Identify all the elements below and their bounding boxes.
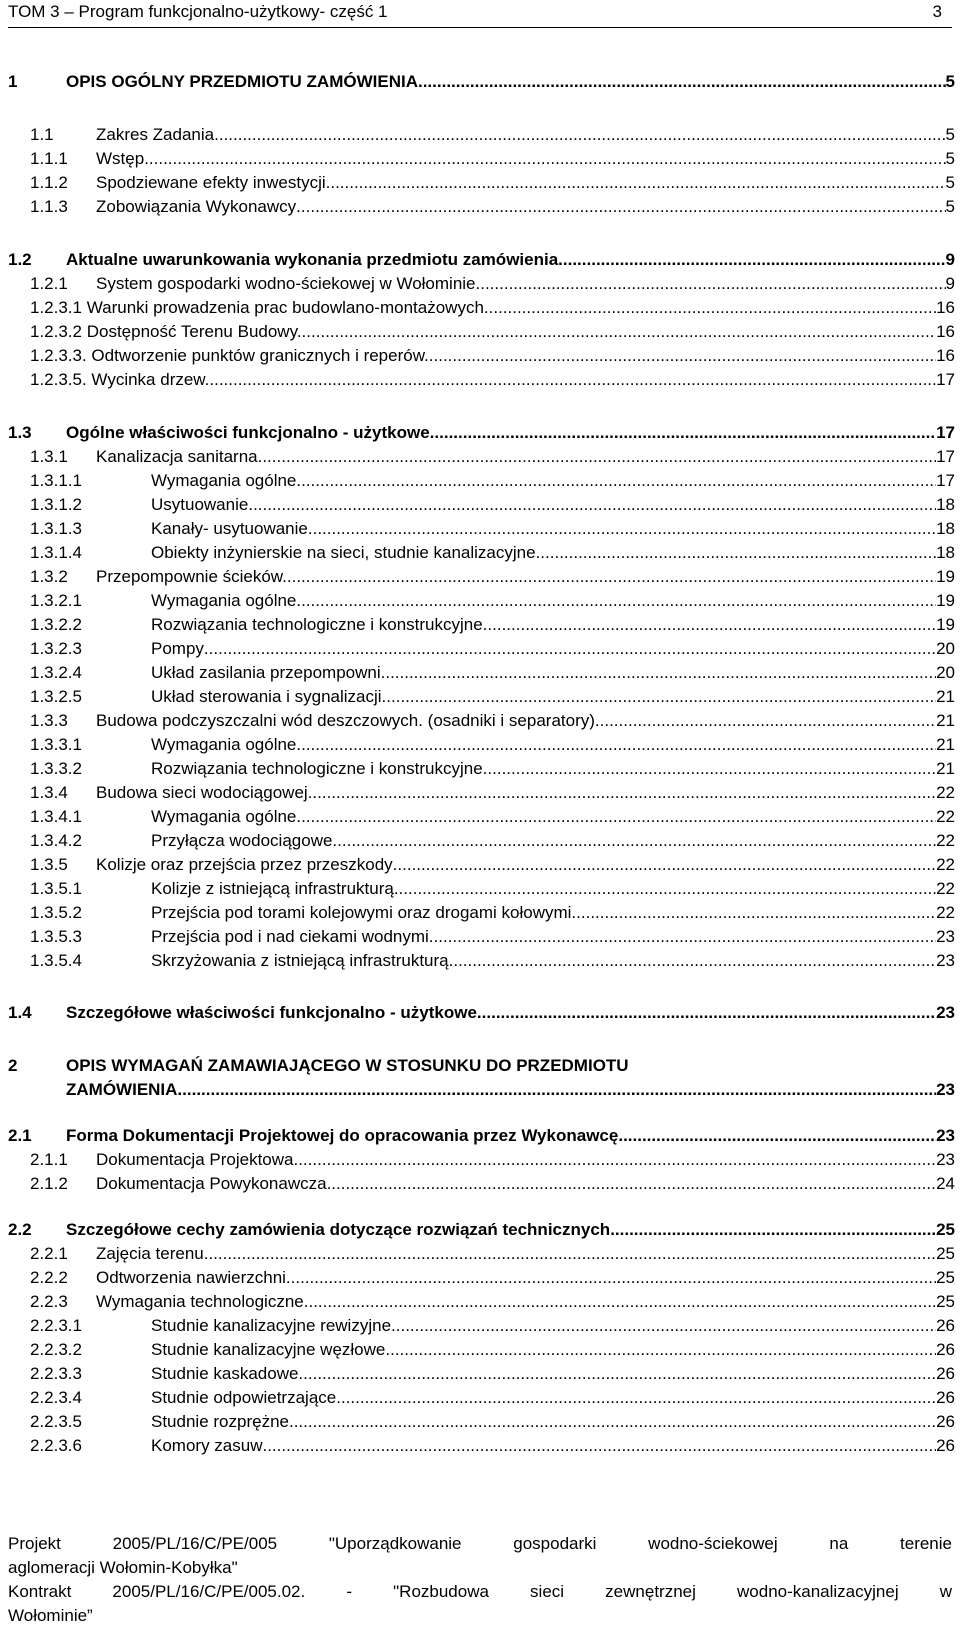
toc-entry-title: 1.2.3.5. Wycinka drzew. <box>30 370 210 389</box>
toc-entry-number: 1.4 <box>8 1003 32 1022</box>
toc-entry-title: Budowa sieci wodociągowej. <box>96 783 313 802</box>
toc-entry-title: Układ zasilania przepompowni. <box>151 663 386 682</box>
footer-line-1: Projekt 2005/PL/16/C/PE/005 "Uporządkowanie gospodarki wodno-ściekowej na terenie <box>8 1534 952 1553</box>
toc-entry-page: 26 <box>936 1316 955 1335</box>
toc-entry-title: 1.2.3.3. Odtworzenie punktów granicznych i reperów. <box>30 346 429 365</box>
toc-entry-page: 17 <box>936 471 955 490</box>
toc-entry-title: Forma Dokumentacji Projektowej do opracowania przez Wykonawcę. <box>66 1126 624 1145</box>
toc-entry[interactable] <box>8 70 955 94</box>
toc-entry[interactable] <box>8 195 955 219</box>
toc-dot-leader <box>287 565 936 589</box>
toc-dot-leader <box>487 613 936 637</box>
toc-entry-number: 1.3.2.3 <box>30 639 82 658</box>
toc-entry-title: Spodziewane efekty inwestycji. <box>96 173 331 192</box>
toc-dot-leader <box>258 445 936 469</box>
toc-dot-leader <box>301 469 936 493</box>
toc-entry-page: 26 <box>936 1436 955 1455</box>
toc-entry-number: 1.3.2.1 <box>30 591 82 610</box>
toc-entry-number: 2.2.3 <box>30 1292 68 1311</box>
toc-dot-leader <box>304 1290 936 1314</box>
toc-entry[interactable] <box>8 1362 955 1386</box>
toc-dot-leader <box>313 517 936 541</box>
toc-entry[interactable] <box>8 344 955 368</box>
toc-dot-leader <box>386 685 936 709</box>
toc-entry-title: Studnie odpowietrzające. <box>151 1388 341 1407</box>
footer-line-2: aglomeracji Wołomin-Kobyłka" <box>8 1558 238 1577</box>
toc-entry-number: 2.2.3.1 <box>30 1316 82 1335</box>
toc-entry-number: 1.3.4.1 <box>30 807 82 826</box>
toc-entry-page: 16 <box>936 322 955 341</box>
toc-entry-page: 26 <box>936 1364 955 1383</box>
toc-dot-leader <box>182 1078 936 1102</box>
toc-dot-leader <box>312 781 936 805</box>
toc-entry-title: Układ sterowania i sygnalizacji. <box>151 687 387 706</box>
toc-entry[interactable] <box>8 493 955 517</box>
toc-entry-title: Dokumentacja Powykonawcza <box>96 1174 327 1193</box>
toc-dot-leader <box>330 171 945 195</box>
toc-entry[interactable] <box>8 1338 955 1362</box>
toc-entry-title: Studnie rozprężne <box>151 1412 289 1431</box>
toc-entry-page: 26 <box>936 1388 955 1407</box>
toc-entry[interactable] <box>8 541 955 565</box>
toc-entry-title: Obiekty inżynierskie na sieci, studnie kanalizacyjne <box>151 543 536 562</box>
toc-entry[interactable] <box>8 733 955 757</box>
toc-entry[interactable] <box>8 445 955 469</box>
toc-entry[interactable] <box>8 805 955 829</box>
toc-entry-page: 23 <box>936 1080 955 1099</box>
footer-project <box>8 1532 952 1580</box>
toc-entry-title: Przepompownie ścieków. <box>96 567 287 586</box>
toc-entry-page: 18 <box>936 519 955 538</box>
toc-dot-leader <box>301 733 936 757</box>
toc-dot-leader <box>595 709 936 733</box>
toc-entry[interactable] <box>8 925 955 949</box>
toc-entry-title: Aktualne uwarunkowania wykonania przedmiotu zamówienia. <box>66 250 563 269</box>
toc-dot-leader <box>341 1386 936 1410</box>
toc-entry-title: Studnie kanalizacyjne rewizyjne. <box>151 1316 396 1335</box>
toc-entry-title: Usytuowanie. <box>151 495 254 514</box>
toc-entry-number: 1.3.1.4 <box>30 543 82 562</box>
toc-entry-number: 1.3.1.2 <box>30 495 82 514</box>
toc-entry-number: 2.2.3.5 <box>30 1412 82 1431</box>
toc-entry[interactable] <box>8 1242 955 1266</box>
toc-entry-title: OPIS WYMAGAŃ ZAMAWIAJĄCEGO W STOSUNKU DO PRZEDMIOTU <box>66 1056 629 1075</box>
toc-entry-number: 2.1 <box>8 1126 32 1145</box>
toc-dot-leader <box>393 853 936 877</box>
toc-entry-title: OPIS OGÓLNY PRZEDMIOTU ZAMÓWIENIA. <box>66 72 423 91</box>
toc-entry-page: 5 <box>945 149 955 168</box>
toc-entry[interactable] <box>8 1410 955 1434</box>
toc-entry-page: 26 <box>936 1412 955 1431</box>
toc-entry-title: 1.2.3.2 Dostępność Terenu Budowy. <box>30 322 302 341</box>
toc-entry-number: 2.1.1 <box>30 1150 68 1169</box>
toc-dot-leader <box>301 805 936 829</box>
toc-entry-number: 1.3.5.4 <box>30 951 82 970</box>
toc-entry-title: Kanały- usytuowanie. <box>151 519 313 538</box>
toc-dot-leader <box>390 1338 936 1362</box>
toc-entry-title: Przejścia pod torami kolejowymi oraz drogami kołowymi <box>151 903 572 922</box>
toc-entry-title: Przejścia pod i nad ciekami wodnymi <box>151 927 429 946</box>
toc-dot-leader <box>286 1266 936 1290</box>
toc-entry-number: 1.3.4.2 <box>30 831 82 850</box>
toc-entry-title: Wymagania ogólne. <box>151 807 302 826</box>
toc-entry-number: 1.3.1 <box>30 447 68 466</box>
toc-entry-title: Zakres Zadania. <box>96 125 219 144</box>
toc-entry-page: 22 <box>936 831 955 850</box>
toc-entry-page: 22 <box>936 855 955 874</box>
toc-entry-page: 17 <box>936 370 955 389</box>
toc-dot-leader <box>296 195 945 219</box>
toc-entry[interactable] <box>8 421 955 445</box>
toc-entry-title: Rozwiązania technologiczne i konstrukcyjne. <box>151 759 488 778</box>
toc-entry[interactable] <box>8 565 955 589</box>
toc-entry-title: Wymagania ogólne. <box>151 471 302 490</box>
toc-entry-page: 5 <box>945 197 955 216</box>
toc-entry[interactable] <box>8 661 955 685</box>
toc-entry-title: Rozwiązania technologiczne i konstrukcyjne. <box>151 615 488 634</box>
toc-entry[interactable] <box>8 320 955 344</box>
toc-entry-page: 9 <box>945 274 955 293</box>
toc-dot-leader <box>204 637 936 661</box>
toc-entry-number: 1.2.1 <box>30 274 68 293</box>
toc-entry-number: 1.3.5.3 <box>30 927 82 946</box>
toc-entry-title: Komory zasuw <box>151 1436 263 1455</box>
toc-entry-number: 1.3.3.2 <box>30 759 82 778</box>
toc-entry-number: 1.3.1.1 <box>30 471 82 490</box>
toc-dot-leader <box>623 1124 936 1148</box>
toc-entry-number: 2.2.3.3 <box>30 1364 82 1383</box>
toc-entry-page: 23 <box>936 927 955 946</box>
toc-dot-leader <box>253 493 936 517</box>
toc-entry-page: 21 <box>936 759 955 778</box>
toc-entry-number: 2 <box>8 1056 18 1075</box>
toc-entry-number: 1.3.2.5 <box>30 687 82 706</box>
toc-entry[interactable] <box>8 1386 955 1410</box>
toc-entry-page: 16 <box>936 346 955 365</box>
toc-dot-leader <box>144 147 945 171</box>
toc-entry[interactable] <box>8 469 955 493</box>
toc-entry-number: 1.3.3 <box>30 711 68 730</box>
toc-entry-number: 1.3.4 <box>30 783 68 802</box>
toc-entry-page: 19 <box>936 567 955 586</box>
toc-entry-page: 22 <box>936 903 955 922</box>
toc-entry-number: 1.1.1 <box>30 149 68 168</box>
toc-dot-leader <box>482 1001 936 1025</box>
toc-dot-leader <box>301 589 936 613</box>
toc-entry-title: ZAMÓWIENIA. <box>66 1080 183 1099</box>
toc-entry-title: Studnie kanalizacyjne węzłowe. <box>151 1340 391 1359</box>
toc-dot-leader <box>423 70 946 94</box>
toc-entry-number: 2.2.2 <box>30 1268 68 1287</box>
toc-entry[interactable] <box>8 1434 955 1458</box>
toc-dot-leader <box>302 320 937 344</box>
toc-entry-number: 1.3.2.2 <box>30 615 82 634</box>
toc-entry-page: 25 <box>936 1268 955 1287</box>
toc-dot-leader <box>209 368 936 392</box>
footer-contract <box>8 1580 952 1628</box>
toc-dot-leader <box>536 541 937 565</box>
toc-entry[interactable] <box>8 757 955 781</box>
toc-entry-title: Skrzyżowania z istniejącą infrastrukturą <box>151 951 449 970</box>
toc-entry[interactable] <box>8 877 955 901</box>
toc-entry[interactable] <box>8 1078 955 1102</box>
toc-entry[interactable] <box>8 296 955 320</box>
toc-entry-page: 23 <box>936 1003 955 1022</box>
toc-entry-title: Kanalizacja sanitarna <box>96 447 258 466</box>
toc-entry-title: Kolizje oraz przejścia przez przeszkody <box>96 855 393 874</box>
toc-entry-title: Wymagania ogólne. <box>151 591 302 610</box>
toc-dot-leader <box>337 829 936 853</box>
toc-entry[interactable] <box>8 123 955 147</box>
toc-entry[interactable] <box>8 709 955 733</box>
toc-entry-title: Zobowiązania Wykonawcy <box>96 197 297 216</box>
toc-entry-page: 19 <box>936 615 955 634</box>
toc-entry-number: 1.1.3 <box>30 197 68 216</box>
header-title: TOM 3 – Program funkcjonalno-użytkowy- część 1 <box>8 2 388 21</box>
toc-entry[interactable] <box>8 613 955 637</box>
toc-entry[interactable] <box>8 685 955 709</box>
toc-entry-page: 25 <box>936 1292 955 1311</box>
toc-entry-page: 23 <box>936 1150 955 1169</box>
toc-dot-leader <box>219 123 946 147</box>
toc-entry[interactable] <box>8 1290 955 1314</box>
toc-entry-title: Wymagania technologiczne <box>96 1292 304 1311</box>
toc-entry-page: 20 <box>936 663 955 682</box>
toc-entry-title: 1.2.3.1 Warunki prowadzenia prac budowlano-montażowych. <box>30 298 489 317</box>
toc-entry-page: 22 <box>936 879 955 898</box>
toc-entry[interactable] <box>8 1218 955 1242</box>
toc-entry-number: 1.3.2.4 <box>30 663 82 682</box>
toc-dot-leader <box>476 272 946 296</box>
toc-entry-page: 23 <box>936 1126 955 1145</box>
toc-dot-leader <box>289 1410 936 1434</box>
toc-entry[interactable] <box>8 272 955 296</box>
toc-entry-number: 2.2.1 <box>30 1244 68 1263</box>
toc-entry[interactable] <box>8 637 955 661</box>
toc-entry[interactable] <box>8 1054 955 1078</box>
toc-entry[interactable] <box>8 901 955 925</box>
toc-entry-title: Studnie kaskadowe. <box>151 1364 304 1383</box>
toc-entry-number: 2.2.3.4 <box>30 1388 82 1407</box>
toc-entry[interactable] <box>8 829 955 853</box>
toc-dot-leader <box>394 877 936 901</box>
toc-entry-page: 24 <box>936 1174 955 1193</box>
toc-entry[interactable] <box>8 589 955 613</box>
toc-entry-title: Kolizje z istniejącą infrastrukturą <box>151 879 394 898</box>
toc-entry-page: 25 <box>936 1244 955 1263</box>
toc-entry-page: 21 <box>936 735 955 754</box>
toc-entry-page: 5 <box>945 125 955 144</box>
toc-dot-leader <box>303 1362 936 1386</box>
toc-entry-number: 1.3.2 <box>30 567 68 586</box>
toc-entry-page: 20 <box>936 639 955 658</box>
toc-entry[interactable] <box>8 368 955 392</box>
toc-entry-number: 1.3.3.1 <box>30 735 82 754</box>
toc-entry-title: Zajęcia terenu <box>96 1244 204 1263</box>
toc-entry[interactable] <box>8 147 955 171</box>
toc-entry[interactable] <box>8 1001 955 1025</box>
toc-dot-leader <box>563 248 946 272</box>
toc-dot-leader <box>571 901 936 925</box>
toc-entry-page: 22 <box>936 807 955 826</box>
toc-entry-page: 16 <box>936 298 955 317</box>
toc-entry-number: 1.3.5 <box>30 855 68 874</box>
toc-entry-page: 25 <box>936 1220 955 1239</box>
toc-entry-page: 21 <box>936 711 955 730</box>
toc-entry-page: 21 <box>936 687 955 706</box>
toc-dot-leader <box>489 296 936 320</box>
toc-entry-page: 5 <box>945 72 955 91</box>
toc-entry-number: 2.2.3.6 <box>30 1436 82 1455</box>
toc-dot-leader <box>396 1314 936 1338</box>
toc-entry-title: Szczegółowe właściwości funkcjonalno - użytkowe. <box>66 1003 482 1022</box>
toc-entry-page: 19 <box>936 591 955 610</box>
toc-entry-page: 17 <box>936 423 955 442</box>
toc-entry-title: Pompy <box>151 639 204 658</box>
toc-entry-title: Odtworzenia nawierzchni <box>96 1268 286 1287</box>
toc-entry-number: 2.1.2 <box>30 1174 68 1193</box>
toc-entry-page: 18 <box>936 495 955 514</box>
toc-entry-title: Szczegółowe cechy zamówienia dotyczące rozwiązań technicznych <box>66 1220 611 1239</box>
toc-entry-number: 1.3.1.3 <box>30 519 82 538</box>
toc-dot-leader <box>293 1148 936 1172</box>
toc-entry-number: 1.3 <box>8 423 32 442</box>
toc-dot-leader <box>385 661 936 685</box>
toc-dot-leader <box>487 757 936 781</box>
toc-entry-number: 2.2.3.2 <box>30 1340 82 1359</box>
toc-entry-number: 1.3.5.1 <box>30 879 82 898</box>
toc-entry[interactable] <box>8 1314 955 1338</box>
toc-dot-leader <box>429 344 936 368</box>
toc-dot-leader <box>204 1242 936 1266</box>
toc-entry-title: Wymagania ogólne. <box>151 735 302 754</box>
toc-entry[interactable] <box>8 171 955 195</box>
toc-entry-page: 9 <box>945 250 955 269</box>
toc-dot-leader <box>262 1434 936 1458</box>
toc-entry-page: 23 <box>936 951 955 970</box>
toc-entry-title: Wstęp <box>96 149 145 168</box>
toc-entry-title: Budowa podczyszczalni wód deszczowych. (osadniki i separatory) <box>96 711 595 730</box>
toc-entry-page: 18 <box>936 543 955 562</box>
toc-entry[interactable] <box>8 517 955 541</box>
toc-entry-number: 1 <box>8 72 18 91</box>
toc-entry[interactable] <box>8 853 955 877</box>
toc-entry-title: Przyłącza wodociągowe. <box>151 831 338 850</box>
footer-line-3: Kontrakt 2005/PL/16/C/PE/005.02. - "Rozbudowa sieci zewnętrznej wodno-kanalizacyjnej w <box>8 1582 952 1601</box>
toc-dot-leader <box>449 949 936 973</box>
toc-entry-title: System gospodarki wodno-ściekowej w Wołominie <box>96 274 476 293</box>
toc-entry-number: 1.2 <box>8 250 32 269</box>
toc-dot-leader <box>429 925 936 949</box>
toc-entry-number: 1.3.5.2 <box>30 903 82 922</box>
toc-entry-page: 22 <box>936 783 955 802</box>
page-header <box>8 0 952 28</box>
toc-entry[interactable] <box>8 1148 955 1172</box>
toc-dot-leader <box>610 1218 936 1242</box>
toc-entry-number: 1.1 <box>30 125 54 144</box>
toc-entry-title: Dokumentacja Projektowa <box>96 1150 294 1169</box>
toc-dot-leader <box>327 1172 937 1196</box>
toc-entry-number: 1.1.2 <box>30 173 68 192</box>
toc-entry-page: 17 <box>936 447 955 466</box>
toc-entry[interactable] <box>8 248 955 272</box>
page-footer <box>8 1532 952 1628</box>
toc-entry[interactable] <box>8 1172 955 1196</box>
footer-line-4: Wołominie” <box>8 1606 93 1625</box>
toc-entry-title: Ogólne właściwości funkcjonalno - użytkowe. <box>66 423 435 442</box>
toc-entry-number: 2.2 <box>8 1220 32 1239</box>
header-page-number: 3 <box>932 2 942 21</box>
toc-entry-page: 5 <box>945 173 955 192</box>
toc-entry-page: 26 <box>936 1340 955 1359</box>
toc-entry[interactable] <box>8 1266 955 1290</box>
toc-entry[interactable] <box>8 781 955 805</box>
toc-entry[interactable] <box>8 1124 955 1148</box>
toc-dot-leader <box>434 421 936 445</box>
toc-entry[interactable] <box>8 949 955 973</box>
